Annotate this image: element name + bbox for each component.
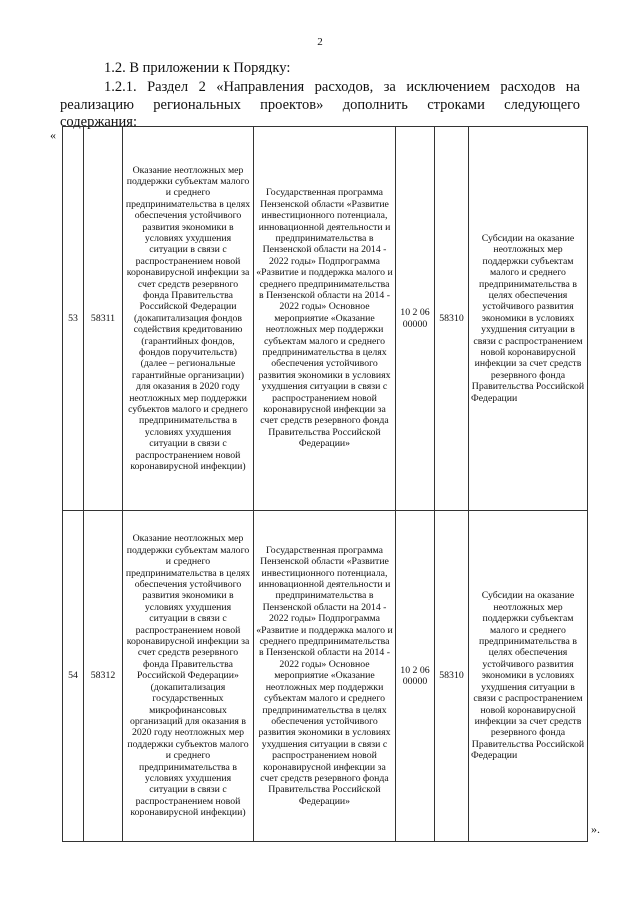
table-row bbox=[63, 511, 588, 842]
purpose-description: Субсидии на оказание неотложных мер поддержки субъектам малого и среднего предпринимательства в целях обеспечения устойчивого развития экономики в условиях ухудшения ситуации в связи с распространением новой коронавирусной инфекции за счет средств резервного фонда Правительства Российской Федерации bbox=[469, 511, 588, 842]
purpose-description: Субсидии на оказание неотложных мер поддержки субъектам малого и среднего предпринимательства в целях обеспечения устойчивого развития экономики в условиях ухудшения ситуации в связи с распространением новой коронавирусной инфекции за счет средств резервного фонда Правительства Российской Федерации bbox=[469, 127, 588, 511]
closing-quote-mark: ». bbox=[591, 822, 600, 836]
table-row bbox=[63, 127, 588, 511]
program-description: Государственная программа Пензенской области «Развитие инвестиционного потенциала, инновационной деятельности и предпринимательства в Пензенской области на 2014 - 2022 годы» Подпрограмма «Развитие и поддержка малого и среднего предпринимательства в Пензенской области на 2014 - 2022 годы» Основное мероприятие «Оказание неотложных мер поддержки субъектам малого и среднего предпринимательства в целях обеспечения устойчивого развития экономики в условиях ухудшения ситуации в связи с распространением новой коронавирусной инфекции за счет средств резервного фонда Правительства Российской Федерации» bbox=[254, 127, 396, 511]
target-article-code: 10 2 06 00000 bbox=[396, 127, 435, 511]
page-number: 2 bbox=[317, 36, 323, 48]
opening-quote-mark: « bbox=[50, 128, 56, 142]
section-heading: 1.2. В приложении к Порядку: bbox=[104, 60, 291, 76]
target-article-code: 10 2 06 00000 bbox=[396, 511, 435, 842]
expense-name: Оказание неотложных мер поддержки субъектам малого и среднего предпринимательства в целях обеспечения устойчивого развития экономики в условиях ухудшения ситуации в связи с распространением новой коронавирусной инфекции за счет средств резервного фонда Правительства Российской Федерации (докапитализация фондов содействия кредитованию (гарантийных фондов, фондов поручительств) (далее – региональные гарантийные организации) для оказания в 2020 году неотложных мер поддержки субъектов малого и среднего предпринимательства в условиях ухудшения ситуации в связи с распространением новой коронавирусной инфекции) bbox=[123, 127, 254, 511]
expense-name: Оказание неотложных мер поддержки субъектам малого и среднего предпринимательства в целях обеспечения устойчивого развития экономики в условиях ухудшения ситуации в связи с распространением новой коронавирусной инфекции за счет средств резервного фонда Правительства Российской Федерации» (докапитализация государственных микрофинансовых организаций для оказания в 2020 году неотложных мер поддержки субъектов малого и среднего предпринимательства в условиях ухудшения ситуации в связи с распространением новой коронавирусной инфекции) bbox=[123, 511, 254, 842]
direction-code: 58310 bbox=[435, 127, 469, 511]
amendment-paragraph: 1.2.1. Раздел 2 «Направления расходов, за исключением расходов на реализацию региональных проектов» дополнить строками следующего содержания: bbox=[60, 79, 580, 130]
expense-code: 58311 bbox=[84, 127, 123, 511]
expense-code: 58312 bbox=[84, 511, 123, 842]
expense-directions-table bbox=[62, 126, 588, 842]
program-description: Государственная программа Пензенской области «Развитие инвестиционного потенциала, инновационной деятельности и предпринимательства в Пензенской области на 2014 - 2022 годы» Подпрограмма «Развитие и поддержка малого и среднего предпринимательства в Пензенской области на 2014 - 2022 годы» Основное мероприятие «Оказание неотложных мер поддержки субъектам малого и среднего предпринимательства в целях обеспечения устойчивого развития экономики в условиях ухудшения ситуации в связи с распространением новой коронавирусной инфекции за счет средств резервного фонда Правительства Российской Федерации» bbox=[254, 511, 396, 842]
row-number: 54 bbox=[63, 511, 84, 842]
direction-code: 58310 bbox=[435, 511, 469, 842]
row-number: 53 bbox=[63, 127, 84, 511]
